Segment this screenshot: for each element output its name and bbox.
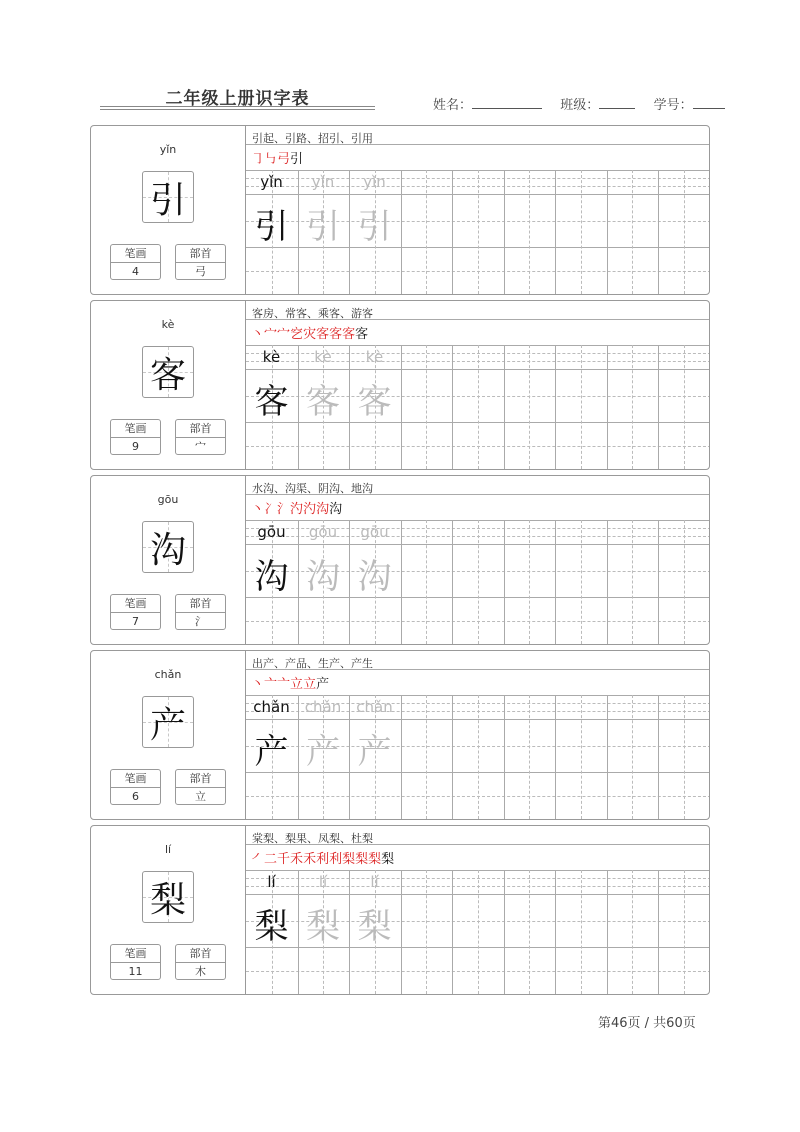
practice-char: 引 <box>357 207 392 247</box>
stroke-step: 立 <box>303 677 317 692</box>
stroke-count-value: 6 <box>132 790 139 803</box>
practice-grid <box>246 826 710 994</box>
stroke-step: 立 <box>290 677 304 692</box>
stroke-count-label: 笔画 <box>111 595 160 613</box>
stroke-step: 产 <box>316 677 330 692</box>
stroke-step: 二 <box>264 852 278 867</box>
stroke-step: 梨 <box>381 852 395 867</box>
id-label: 学号： <box>653 98 693 113</box>
char-card <box>90 825 710 995</box>
practice-char: 产 <box>306 732 340 772</box>
practice-char: 沟 <box>306 557 340 597</box>
practice-char: 引 <box>254 207 289 247</box>
char-info-panel <box>91 651 246 819</box>
stroke-order <box>251 845 394 870</box>
radical-label: 部首 <box>176 945 225 963</box>
char-glyph: 引 <box>149 179 186 221</box>
word-list: 棠梨、梨果、凤梨、杜梨 <box>252 832 373 845</box>
class-label: 班级： <box>560 98 600 113</box>
practice-pinyin: chǎn <box>253 698 290 716</box>
radical-box <box>175 244 226 280</box>
page-number: 第46页 / 共60页 <box>598 1016 696 1031</box>
stroke-count-box <box>110 769 161 805</box>
stroke-step: 禾 <box>290 852 304 867</box>
radical-value: 宀 <box>195 440 206 453</box>
practice-char: 梨 <box>357 907 392 947</box>
practice-pinyin: gōu <box>257 523 286 541</box>
stroke-count-value: 7 <box>132 615 139 628</box>
char-display-box <box>142 696 194 748</box>
pinyin-label: yǐn <box>159 143 177 156</box>
radical-label: 部首 <box>176 245 225 263</box>
practice-grid <box>246 301 710 469</box>
stroke-count-value: 11 <box>128 965 143 978</box>
stroke-step: 沟 <box>329 502 343 517</box>
radical-value: 立 <box>195 790 206 803</box>
stroke-step: ㇉ <box>264 152 278 167</box>
pinyin-label: chǎn <box>154 668 182 681</box>
practice-pinyin: yǐn <box>311 173 335 191</box>
stroke-step: 客 <box>355 327 369 342</box>
radical-box <box>175 594 226 630</box>
char-glyph: 客 <box>149 354 186 396</box>
practice-char: 引 <box>306 207 340 247</box>
stroke-count-box <box>110 244 161 280</box>
practice-pinyin: kè <box>314 348 332 366</box>
stroke-step: 宀 <box>277 327 291 342</box>
stroke-step: 梨 <box>355 852 369 867</box>
stroke-step: 汋 <box>290 502 304 517</box>
pinyin-label: kè <box>161 318 175 331</box>
practice-char: 梨 <box>254 907 289 947</box>
id-field[interactable] <box>693 96 725 109</box>
practice-pinyin: lí <box>318 873 328 891</box>
practice-char: 客 <box>254 382 289 422</box>
char-info-panel <box>91 476 246 644</box>
practice-char: 沟 <box>357 557 392 597</box>
word-list: 水沟、沟渠、阴沟、地沟 <box>252 482 373 495</box>
stroke-step: 客 <box>329 327 343 342</box>
practice-pinyin: chǎn <box>304 698 342 716</box>
practice-char: 客 <box>306 382 340 422</box>
char-display-box <box>142 521 194 573</box>
stroke-step: 客 <box>316 327 330 342</box>
char-display-box <box>142 171 194 223</box>
char-display-box <box>142 871 194 923</box>
stroke-count-label: 笔画 <box>111 420 160 438</box>
radical-box <box>175 944 226 980</box>
char-info-panel <box>91 301 246 469</box>
practice-grid <box>246 651 710 819</box>
name-label: 姓名： <box>433 98 473 113</box>
char-card <box>90 300 710 470</box>
char-glyph: 产 <box>149 704 186 746</box>
radical-label: 部首 <box>176 420 225 438</box>
practice-pinyin: gōu <box>360 523 389 541</box>
char-glyph: 梨 <box>149 879 186 921</box>
radical-box <box>175 419 226 455</box>
stroke-count-box <box>110 594 161 630</box>
practice-char: 沟 <box>254 557 289 597</box>
stroke-step: 汋 <box>303 502 317 517</box>
char-card <box>90 475 710 645</box>
practice-pinyin: gōu <box>308 523 338 541</box>
practice-char: 梨 <box>306 907 340 947</box>
practice-grid <box>246 126 710 294</box>
practice-pinyin: kè <box>365 348 384 366</box>
char-info-panel <box>91 126 246 294</box>
stroke-step: 灾 <box>303 327 317 342</box>
stroke-step: 梨 <box>342 852 356 867</box>
stroke-step: 客 <box>342 327 356 342</box>
practice-char: 客 <box>357 382 392 422</box>
stroke-count-label: 笔画 <box>111 945 160 963</box>
radical-label: 部首 <box>176 595 225 613</box>
word-list: 引起、引路、招引、引用 <box>252 132 373 145</box>
radical-box <box>175 769 226 805</box>
practice-pinyin: lí <box>370 873 379 891</box>
stroke-step: 亠 <box>277 677 291 692</box>
stroke-step: ㇒ <box>251 852 265 867</box>
stroke-step: 梨 <box>368 852 382 867</box>
stroke-count-value: 4 <box>132 265 139 278</box>
stroke-order <box>251 320 368 345</box>
title-underline <box>100 106 375 107</box>
stroke-step: 丶 <box>251 677 265 692</box>
class-field[interactable] <box>599 96 635 109</box>
stroke-step: 冫 <box>264 502 278 517</box>
practice-pinyin: yǐn <box>260 173 283 191</box>
practice-pinyin: kè <box>262 348 281 366</box>
radical-label: 部首 <box>176 770 225 788</box>
stroke-step: 弓 <box>277 152 291 167</box>
stroke-step: 丶 <box>251 327 265 342</box>
char-card <box>90 650 710 820</box>
practice-grid <box>246 476 710 644</box>
radical-value: 木 <box>195 965 206 978</box>
stroke-step: 利 <box>316 852 330 867</box>
practice-char: 产 <box>254 732 289 772</box>
stroke-count-box <box>110 419 161 455</box>
practice-pinyin: chǎn <box>356 698 393 716</box>
char-display-box <box>142 346 194 398</box>
char-card <box>90 125 710 295</box>
practice-pinyin: yǐn <box>363 173 386 191</box>
stroke-order <box>251 670 329 695</box>
stroke-count-value: 9 <box>132 440 139 453</box>
char-glyph: 沟 <box>149 529 186 571</box>
stroke-step: 利 <box>329 852 343 867</box>
stroke-step: ㇆ <box>251 152 265 167</box>
stroke-step: 穵 <box>290 327 304 342</box>
stroke-step: 氵 <box>277 502 291 517</box>
char-info-panel <box>91 826 246 994</box>
stroke-step: 千 <box>277 852 291 867</box>
word-list: 客房、常客、乘客、游客 <box>252 307 373 320</box>
stroke-count-label: 笔画 <box>111 770 160 788</box>
radical-value: 氵 <box>195 615 206 628</box>
stroke-step: 宀 <box>264 327 278 342</box>
pinyin-label: gōu <box>157 493 179 506</box>
stroke-step: 亠 <box>264 677 278 692</box>
name-field[interactable] <box>472 96 542 109</box>
word-list: 出产、产品、生产、产生 <box>252 657 373 670</box>
radical-value: 弓 <box>195 265 206 278</box>
practice-pinyin: lí <box>267 873 276 891</box>
stroke-step: 禾 <box>303 852 317 867</box>
stroke-step: 丶 <box>251 502 265 517</box>
stroke-order <box>251 145 303 170</box>
stroke-order <box>251 495 342 520</box>
page-title: 二年级上册识字表 <box>165 89 310 109</box>
practice-char: 产 <box>357 732 392 772</box>
pinyin-label: lí <box>164 843 172 856</box>
title-underline-2 <box>100 109 375 110</box>
stroke-count-label: 笔画 <box>111 245 160 263</box>
stroke-step: 沟 <box>316 502 330 517</box>
stroke-step: 引 <box>290 152 304 167</box>
student-info <box>433 94 725 113</box>
stroke-count-box <box>110 944 161 980</box>
